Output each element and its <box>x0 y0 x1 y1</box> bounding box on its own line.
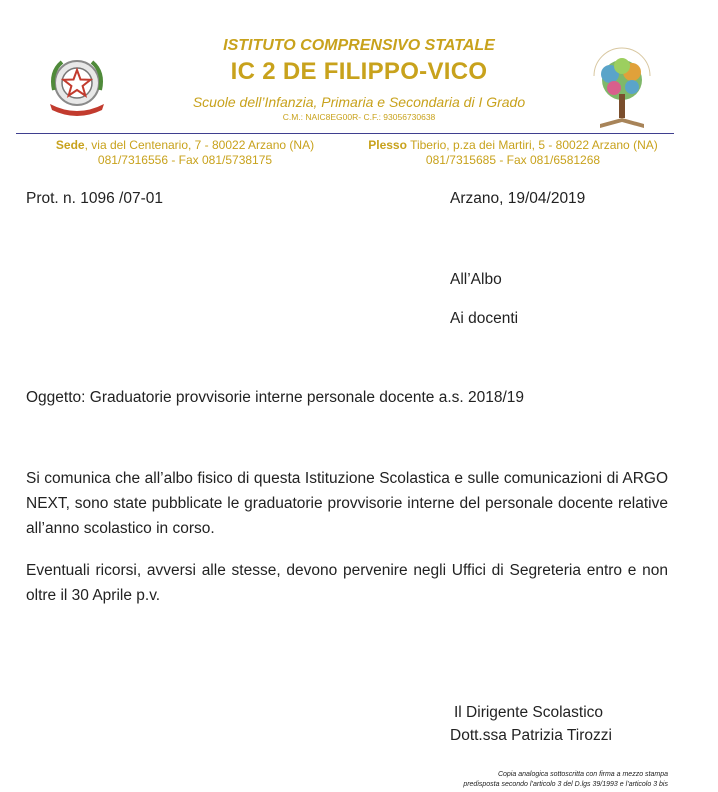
plesso-label: Plesso <box>368 138 407 152</box>
signature-title: Il Dirigente Scolastico <box>454 704 604 721</box>
sede-phone: 081/7316556 - Fax 081/5738175 <box>97 153 273 167</box>
protocol-number: Prot. n. 1096 /07-01 <box>26 190 164 207</box>
school-levels: Scuole dell’Infanzia, Primaria e Secondaria di I Grado <box>192 94 526 110</box>
body-paragraph-2: Eventuali ricorsi, avversi alle stesse, devono pervenire negli Uffici di Segreteria entro e non oltre il 30 Aprile p.v. <box>26 562 668 604</box>
sede-label: Sede <box>55 138 85 152</box>
institute-type: ISTITUTO COMPRENSIVO STATALE <box>223 37 495 54</box>
signature-footnote <box>398 770 668 790</box>
recipient-albo: All’Albo <box>450 271 502 288</box>
institute-name: IC 2 DE FILIPPO-VICO <box>230 58 488 85</box>
footnote-line-2: predisposta secondo l’articolo 3 del D.lgs 39/1993 e l’articolo 3 bis <box>463 781 668 788</box>
sede-address <box>30 138 340 168</box>
plesso-phone: 081/7315685 - Fax 081/6581268 <box>425 153 601 167</box>
signature-name: Dott.ssa Patrizia Tirozzi <box>450 727 612 744</box>
place-date: Arzano, 19/04/2019 <box>450 190 586 207</box>
plesso-street: Tiberio, p.za dei Martiri, 5 - 80022 Arzano (NA) <box>406 138 658 152</box>
plesso-address <box>358 138 668 168</box>
sede-street: , via del Centenario, 7 - 80022 Arzano (NA) <box>84 138 315 152</box>
header-divider <box>16 133 674 134</box>
footnote-line-1: Copia analogica sottoscritta con firma a mezzo stampa <box>497 771 668 778</box>
recipient-docenti: Ai docenti <box>450 310 519 327</box>
subject-line: Oggetto: Graduatorie provvisorie interne personale docente a.s. 2018/19 <box>26 389 525 406</box>
school-codes: C.M.: NAIC8EG00R- C.F.: 93056730638 <box>282 112 436 122</box>
body-paragraph-1: Si comunica che all’albo fisico di questa Istituzione Scolastica e sulle comunicazioni di ARGO NEXT, sono state pubblicate le graduatorie provvisorie interne del personale docente relative all’anno scolastico in corso. <box>26 470 668 537</box>
